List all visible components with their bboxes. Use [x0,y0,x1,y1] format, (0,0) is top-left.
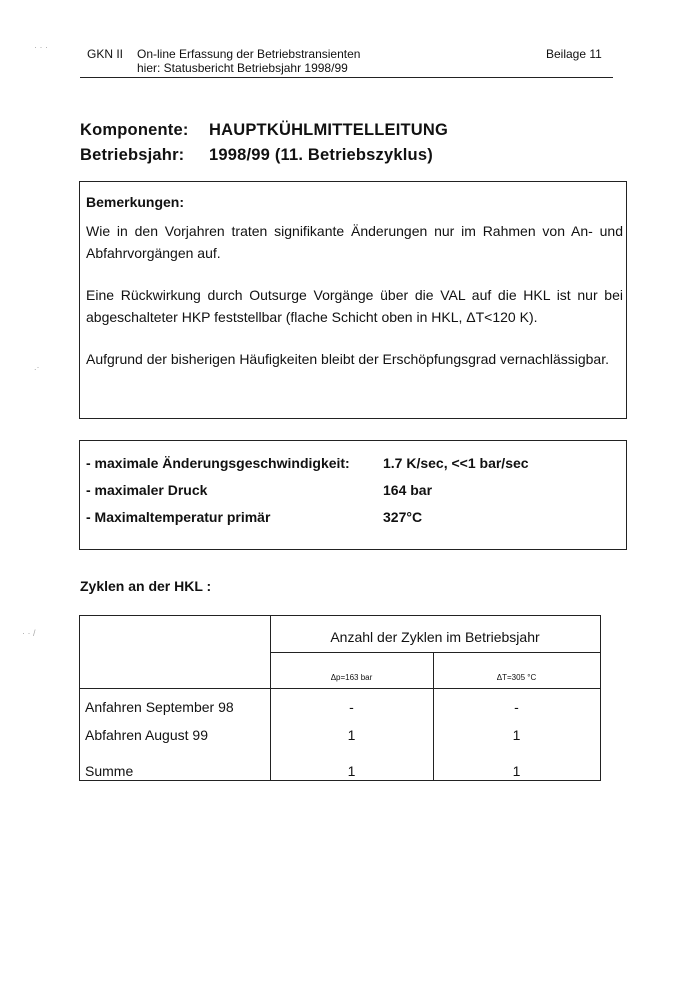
cycles-heading: Zyklen an der HKL : [80,578,212,594]
table-rule [270,652,601,653]
param-label: - maximaler Druck [86,482,208,498]
row-value-pressure: - [349,699,354,715]
header-line1: On-line Erfassung der Betriebstransienten [137,47,361,61]
row-value-pressure: 1 [347,727,356,743]
param-value: 1.7 K/sec, <<1 bar/sec [383,455,529,471]
betriebsjahr-label: Betriebsjahr: [80,146,185,164]
table-rule [600,615,601,780]
remarks-box [79,181,627,419]
table-rule [79,780,601,781]
column-header-pressure: Δp=163 bar [330,673,373,682]
column-header-temperature: ΔT=305 °C [496,673,537,682]
header-rule [80,77,613,78]
row-label: Abfahren August 99 [85,727,208,743]
table-header: Anzahl der Zyklen im Betriebsjahr [330,629,540,645]
table-rule [79,615,80,780]
param-value: 327°C [383,509,423,525]
komponente-value: HAUPTKÜHLMITTELLEITUNG [209,121,449,139]
table-rule [79,615,601,616]
param-label: - maximale Änderungsgeschwindigkeit: [86,455,350,471]
remarks-para2: Eine Rückwirkung durch Outsurge Vorgänge über die VAL auf die HKL ist nur bei abgeschalteter HKP feststellbar (flache Schicht oben in HKL, ΔT<120 K). [86,287,623,325]
param-label: - Maximaltemperatur primär [86,509,271,525]
header-line2: hier: Statusbericht Betriebsjahr 1998/99 [137,61,348,75]
row-value-temperature: - [514,699,519,715]
total-value-temperature: 1 [512,763,521,779]
total-label: Summe [85,763,134,779]
header-appendix: Beilage 11 [546,47,602,61]
scan-speck: · · · [34,42,48,52]
remarks-para1: Wie in den Vorjahren traten signifikante Änderungen nur im Rahmen von An- und Abfahrvorgängen auf. [86,223,623,261]
row-value-temperature: 1 [512,727,521,743]
parameters-box [79,440,627,550]
row-label: Anfahren September 98 [85,699,234,715]
param-value: 164 bar [383,482,433,498]
komponente-label: Komponente: [80,121,189,139]
total-value-pressure: 1 [347,763,356,779]
scan-speck: .· [34,362,40,372]
header-plant: GKN II [87,47,124,61]
remarks-para3: Aufgrund der bisherigen Häufigkeiten bleibt der Erschöpfungsgrad vernachlässigbar. [86,351,609,367]
remarks-heading: Bemerkungen: [86,194,185,210]
scan-speck: · · / [22,628,36,638]
betriebsjahr-value: 1998/99 (11. Betriebszyklus) [209,146,433,164]
table-rule [79,688,601,689]
table-rule [433,652,434,780]
